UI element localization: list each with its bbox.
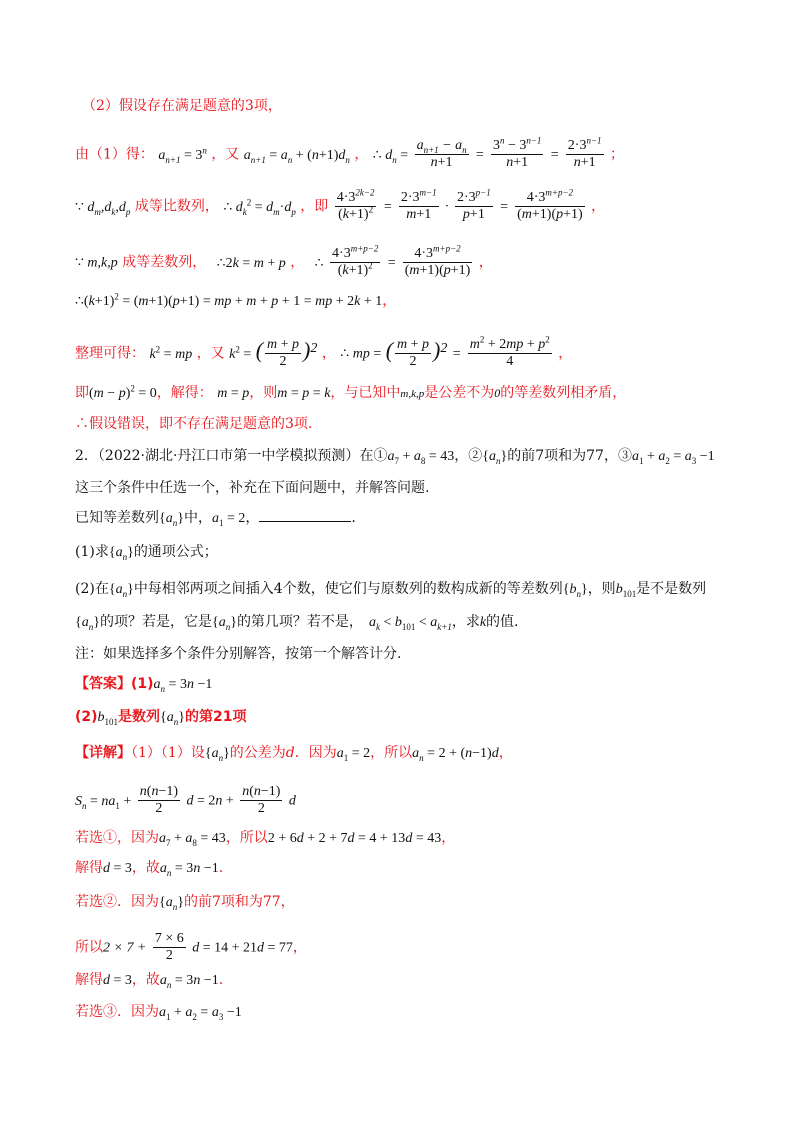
text-segment: ，即 bbox=[300, 198, 329, 215]
text-segment: 已知等差数列 bbox=[75, 510, 159, 526]
text-segment: 成等比数列， bbox=[134, 198, 219, 215]
question-2-heading: 2．（2022·湖北·丹江口市第一中学模拟预测）在$①a_7 + a_8 = 43$，$②\{a_n\}$的前7项和为77，$③a_1 + a_2 = a_3 -1$ bbox=[75, 448, 715, 466]
detail-choice-1: 若选①，因为$a_7 + a_8 = 43$，所以2 + 6d + 2 + 7d = 4 + 13d = 43， bbox=[75, 830, 456, 848]
text-segment: ．因为 bbox=[294, 745, 337, 761]
text-segment: 2．（2022·湖北·丹江口市第一中学模拟预测）在① bbox=[75, 448, 388, 464]
text-segment: ，又 bbox=[211, 146, 240, 163]
part2-line-4: ∵ m,k,p 成等差数列， ∴2k = m + p ， ∴ $\frac{4\cdot 3^{m+p-2}}{(k+1)^2}$ = $\frac{4\cdot 3^{m+p-2}}{(m+1)(p+1)}$ ， bbox=[75, 243, 493, 278]
text-segment: 是公差不为 bbox=[424, 385, 495, 401]
text-segment: 解得 bbox=[75, 860, 103, 876]
text-segment: 若选②．因为 bbox=[75, 894, 159, 910]
text-segment: (2) bbox=[75, 709, 98, 725]
text-segment: ，则 bbox=[249, 385, 278, 401]
part2-line-7: 即$(m - p)^2 = 0$，解得： m = p，则m = p = k，与已知中m,k,p是公差不为0的等差数列相矛盾， bbox=[75, 383, 627, 401]
text-segment: ，解得： bbox=[156, 385, 213, 401]
text-segment: 所以 bbox=[75, 939, 103, 956]
part2-line-2: 由（1）得： $a_{n+1} = 3^n$ ，又 $a_{n+1} = a_n + (n+1)d_n$ ， ∴ $d_n$ = $\frac{a_{n+1} - a_n}{n+1}$ = $\frac{3^n - 3^{n-1}}{n+1}$ = $\frac{2\cdot 3^{n-1}}{n+1}$ ； bbox=[75, 135, 624, 170]
text-segment: ，所以 bbox=[370, 745, 413, 761]
text-segment: 中， bbox=[183, 510, 212, 526]
text-segment: k bbox=[479, 615, 487, 630]
text-segment: (2)在 bbox=[75, 581, 109, 597]
text-segment: ， bbox=[321, 345, 336, 362]
text-segment: 的前7项和为77，③ bbox=[507, 448, 632, 464]
detail-choice-2: 若选②．因为$\{a_n\}$的前7项和为77， bbox=[75, 894, 295, 912]
text-segment: ，所以 bbox=[225, 830, 268, 846]
text-segment: ， bbox=[441, 830, 456, 846]
text-segment: ，② bbox=[454, 448, 483, 464]
detail-solve-1: 解得d = 3，故$a_n = 3n -1$. bbox=[75, 860, 224, 878]
part2-line-5: $\therefore(k+1)^2 = (m+1)(p+1)$ = mp + m + p + 1 = mp + 2k + 1， bbox=[75, 291, 397, 309]
text-segment: 若选③．因为 bbox=[75, 1004, 159, 1020]
text-segment: 整理可得： bbox=[75, 345, 145, 362]
text-segment: ，又 bbox=[196, 345, 225, 362]
text-segment: (1) bbox=[131, 676, 154, 692]
text-segment: 若选①，因为 bbox=[75, 830, 159, 846]
text-segment: 解得 bbox=[75, 972, 103, 988]
answer-blank bbox=[259, 509, 351, 522]
text-segment: ， bbox=[354, 146, 369, 163]
answer-line-1: 【答案】$(1)a_n = 3n -1$ bbox=[75, 676, 213, 694]
text-segment: 中每相邻两项之间插入4个数，使它们与原数列的数构成新的等差数列 bbox=[133, 581, 563, 597]
text-segment: . bbox=[351, 510, 356, 526]
detail-choice-3: 若选③．因为$a_1 + a_2 = a_3 -1$ bbox=[75, 1004, 242, 1022]
text-segment: ，与已知中 bbox=[330, 385, 401, 401]
text-segment: d bbox=[285, 745, 295, 761]
text-segment: 的前7项和为77， bbox=[183, 894, 295, 910]
detail-line-1: 【详解】（1）（1）设$\{a_n\}$的公差为d．因为$a_1 = 2$，所以$a_n = 2 + (n-1)d$， bbox=[75, 745, 513, 763]
text-segment: ， bbox=[245, 510, 260, 526]
text-segment: 即 bbox=[75, 385, 89, 401]
detail-sum-formula: $S_n = na_1$ + $\frac{n(n-1)}{2}$ d = 2n + $\frac{n(n-1)}{2}$ d bbox=[75, 784, 296, 816]
question-2-line-2: 这三个条件中任选一个，补充在下面问题中，并解答问题. bbox=[75, 480, 430, 496]
text-segment: 的第几项？若不是， bbox=[236, 614, 363, 630]
text-segment: (1)求 bbox=[75, 544, 109, 560]
text-segment: 的第21项 bbox=[185, 709, 247, 725]
question-2-subquestion-1: (1)求$\{a_n\}$的通项公式； bbox=[75, 544, 218, 562]
question-2-subquestion-2: (2)在$\{a_n\}$中每相邻两项之间插入4个数，使它们与原数列的数构成新的等差数列$\{b_n\}$，则$b_{101}$是不是数列 bbox=[75, 581, 707, 599]
text-segment: 【答案】 bbox=[75, 676, 131, 692]
part2-conclusion: ∴假设错误，即不存在满足题意的3项. bbox=[75, 416, 313, 432]
text-segment: ，则 bbox=[587, 581, 616, 597]
part2-heading: （2）假设存在满足题意的3项， bbox=[82, 98, 282, 114]
text-segment: ， bbox=[498, 745, 513, 761]
text-segment: ，求 bbox=[451, 614, 480, 630]
text-segment: （1）（1）设 bbox=[131, 745, 205, 761]
text-segment: 由（1）得： bbox=[75, 146, 154, 163]
text-segment: . bbox=[218, 860, 224, 876]
text-segment: 成等差数列， bbox=[122, 254, 207, 271]
text-segment: ，故 bbox=[131, 860, 160, 876]
text-segment: 是不是数列 bbox=[636, 581, 707, 597]
text-segment: 的通项公式； bbox=[133, 544, 218, 560]
text-segment: 的公差为 bbox=[229, 745, 286, 761]
text-segment: . bbox=[218, 972, 224, 988]
part2-line-3: ∵ $d_m,d_k,d_p$ 成等比数列， ∴ $d_k^2 = d_m\cdot d_p$ ，即 $\frac{4\cdot 3^{2k-2}}{(k+1)^2}$ = $\frac{2\cdot 3^{m-1}}{m+1}$ · $\frac{2\cdot 3^{p-1}}{p+1}$ = $\frac{4\cdot 3^{m+p-2}}{(m+1)(p+1)}$ ， bbox=[75, 187, 606, 222]
detail-choice-2-sum: 所以2 × 7 + $\frac{7 \times 6}{2}$ d = 14 + 21d = 77， bbox=[75, 931, 307, 963]
text-segment: ， bbox=[292, 939, 307, 956]
part2-line-6: 整理可得： $k^2$ = mp ，又 $k^2$ = ( $\frac{m + p}{2}$ )$^2$ ， ∴ mp = ( $\frac{m + p}{2}$ )$^2$ = $\frac{m^2 + 2mp + p^2}{4}$ ， bbox=[75, 334, 573, 369]
question-2-line-3: 已知等差数列$\{a_n\}$中，$a_1 = 2$， . bbox=[75, 510, 356, 528]
text-segment: 的等差数列相矛盾， bbox=[500, 385, 627, 401]
answer-line-2: $(2)b_{101}$是数列$\{a_n\}$的第21项 bbox=[75, 709, 247, 727]
question-2-note: 注：如果选择多个条件分别解答，按第一个解答计分. bbox=[75, 646, 402, 662]
question-2-subquestion-2-line-2: $\{a_n\}$的项？若是，它是$\{a_n\}$的第几项？若不是， $a_k < b_{101} < a_{k+1}$，求k的值. bbox=[75, 614, 519, 632]
detail-solve-2: 解得d = 3，故$a_n = 3n -1$. bbox=[75, 972, 224, 990]
text-segment: 的值. bbox=[486, 614, 519, 630]
text-segment: ，故 bbox=[131, 972, 160, 988]
text-segment: 的项？若是，它是 bbox=[99, 614, 212, 630]
text-segment: 【详解】 bbox=[75, 745, 131, 761]
text-segment: 是数列 bbox=[118, 709, 161, 725]
